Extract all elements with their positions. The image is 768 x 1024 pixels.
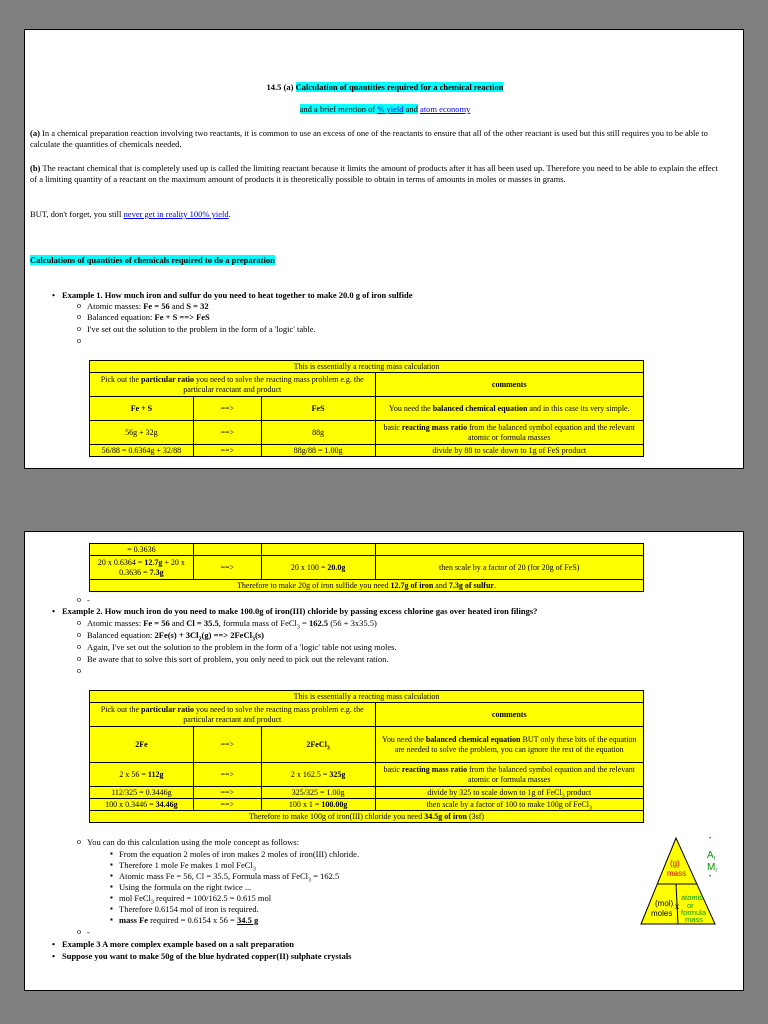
table-cell: 88g/88 = 1.00g <box>261 445 375 457</box>
table-cell: divide by 325 to scale down to 1g of FeCl$_3$ product <box>375 787 644 799</box>
table-cell: FeS <box>261 397 375 421</box>
table-cell: comments <box>375 373 644 397</box>
reacting-mass-table-1-continued <box>89 543 644 592</box>
table-cell <box>261 544 375 556</box>
reacting-mass-table-2 <box>89 690 644 823</box>
paragraph-c: BUT, don't forget, you still never get in reality 100% yield. <box>30 209 231 219</box>
table-cell: 112/325 = 0.3446g <box>90 787 194 799</box>
table-cell <box>375 544 643 556</box>
reacting-mass-table-1 <box>89 360 644 457</box>
example-1-note: o I've set out the solution to the problem in the form of a 'logic' table. <box>87 324 316 335</box>
table-footer: Therefore to make 100g of iron(III) chloride you need 34.5g of iron (3sf) <box>90 811 644 823</box>
table-cell: Pick out the particular ratio you need to solve the reacting mass problem e.g. the particular reactant and product <box>90 703 376 727</box>
triangle-ar-label: $A_r$ <box>707 850 716 862</box>
table-cell: Fe + S <box>90 397 194 421</box>
example-2-equation: o Balanced equation: $2Fe(s) + 3Cl_2(g)$ ==> 2FeCl$_3$(s) <box>87 630 264 641</box>
paragraph-b: (b) The reactant chemical that is completely used up is called the limiting reactant because it limits the amount of products after it has all been used up. Therefore you need to be able to explain the effect of a limiting quantity of a reactant on the maximum amount of products it is theoretically possible to obtain in terms of amounts in moles or masses in grams. <box>30 163 718 184</box>
example-1-title: • Example 1. How much iron and sulfur do you need to heat together to make 20.0 g of iron sulfide <box>62 290 413 301</box>
table-cell: ==> <box>193 787 261 799</box>
example-2-atomic-masses: o Atomic masses: Fe = 56 and Cl = 35.5, formula mass of FeCl$_3$ = 162.5 (56 + 3x35.5) <box>87 618 377 629</box>
example-3-title: • Example 3 A more complex example based on a salt preparation <box>62 939 294 950</box>
mole-step: ▪ From the equation 2 moles of iron makes 2 moles of iron(III) chloride. <box>119 849 359 860</box>
table-cell: 100 x 0.3446 = 34.46g <box>90 799 194 811</box>
example-1-atomic-masses: o Atomic masses: Fe = 56 and S = 32 <box>87 301 209 312</box>
table-cell: 2 x 162.5 = 325g <box>261 763 375 787</box>
mole-triangle-diagram <box>637 832 735 932</box>
triangle-formula-label: formula <box>681 908 707 917</box>
document-page-1 <box>24 29 744 469</box>
table-cell: ==> <box>193 445 261 457</box>
empty-sub-bullet: o - <box>87 595 90 606</box>
table-cell: 2Fe <box>90 727 194 763</box>
atom-economy-link[interactable]: atom economy <box>420 104 471 114</box>
mole-step-final: ▪ mass Fe required = 0.6154 x 56 = 34.5 g <box>119 915 258 926</box>
table-cell: 100 x 1 = 100.00g <box>261 799 375 811</box>
section-heading: Calculations of quantities of chemicals required to do a preparation <box>30 255 275 265</box>
table-cell <box>193 544 261 556</box>
triangle-dot: • <box>709 836 712 842</box>
page-subtitle: and a brief mention of % yield and atom economy <box>299 104 471 114</box>
empty-sub-bullet: o - <box>87 927 90 938</box>
table-cell: 325/325 = 1.00g <box>261 787 375 799</box>
table-cell: 88g <box>261 421 375 445</box>
table-cell: 20 x 0.6364 = 12.7g + 20 x 0.3636 = 7.3g <box>90 556 194 580</box>
table-cell: ==> <box>193 799 261 811</box>
table-cell: = 0.3636 <box>90 544 194 556</box>
table-footer: Therefore to make 20g of iron sulfide you need 12.7g of iron and 7.3g of sulfur. <box>90 580 644 592</box>
table-cell: comments <box>375 703 644 727</box>
table-cell: ==> <box>193 763 261 787</box>
table-header: This is essentially a reacting mass calculation <box>90 691 644 703</box>
table-cell: 56g + 32g <box>90 421 194 445</box>
mole-step: ▪ Using the formula on the right twice ... <box>119 882 251 893</box>
table-cell: You need the balanced chemical equation BUT only these bits of the equation are needed to solve the problem, you can ignore the rest of the equation <box>375 727 644 763</box>
triangle-x-label: x <box>675 902 679 911</box>
table-cell: basic reacting mass ratio from the balanced symbol equation and the relevant atomic or formula masses <box>375 763 644 787</box>
mole-step: ▪ Atomic mass Fe = 56, Cl = 35.5, Formula mass of FeCl$_3$ = 162.5 <box>119 871 339 882</box>
triangle-moles-label: moles <box>651 909 673 918</box>
table-cell: then scale by a factor of 100 to make 100g of FeCl$_3$ <box>375 799 644 811</box>
triangle-or-label: or <box>687 901 694 910</box>
example-2-note-1: o Again, I've set out the solution to the problem in the form of a 'logic' table not using moles. <box>87 642 397 653</box>
triangle-mass2-label: mass <box>685 915 703 924</box>
table-cell: 56/88 = 0.6364g + 32/88 <box>90 445 194 457</box>
paragraph-a: (a) In a chemical preparation reaction involving two reactants, it is common to use an excess of one of the reactants to ensure that all of the other reactant is used but this still requires you to be able to calculate the quantities of chemicals needed. <box>30 128 708 149</box>
example-2-title: • Example 2. How much iron do you need to make 100.0g of iron(III) chloride by passing excess chlorine gas over heated iron filings? <box>62 606 537 617</box>
table-cell: divide by 88 to scale down to 1g of FeS product <box>375 445 644 457</box>
table-cell: You need the balanced chemical equation and in this case its very simple. <box>375 397 644 421</box>
table-cell: 2 x 56 = 112g <box>90 763 194 787</box>
mole-step: ▪ Therefore 0.6154 mol of iron is required. <box>119 904 259 915</box>
page-title: 14.5 (a) Calculation of quantities required for a chemical reaction <box>266 82 504 92</box>
triangle-mr-label: $M_r$ <box>707 862 718 874</box>
table-cell: ==> <box>193 421 261 445</box>
table-cell: Pick out the particular ratio you need to solve the reacting mass problem e.g. the particular reactant and product <box>90 373 376 397</box>
mole-concept-intro: o You can do this calculation using the mole concept as follows: <box>87 837 299 848</box>
mole-step: ▪ Therefore 1 mole Fe makes 1 mol FeCl$_3$ <box>119 860 256 871</box>
table-cell: ==> <box>193 727 261 763</box>
yield-link[interactable]: % yield <box>377 104 404 114</box>
table-header: This is essentially a reacting mass calculation <box>90 361 644 373</box>
triangle-dot: • <box>709 874 712 880</box>
example-1-equation: o Balanced equation: Fe + S ==> FeS <box>87 312 210 323</box>
mole-step: ▪ mol FeCl$_3$ required = 100/162.5 = 0.615 mol <box>119 893 271 904</box>
triangle-mass-label: mass <box>667 869 687 878</box>
triangle-atomic-label: atomic <box>681 893 704 902</box>
example-4-title: • Suppose you want to make 50g of the blue hydrated copper(II) sulphate crystals <box>62 951 352 962</box>
table-cell: then scale by a factor of 20 (for 20g of FeS) <box>375 556 643 580</box>
table-cell: ==> <box>193 556 261 580</box>
table-cell: ==> <box>193 397 261 421</box>
document-page-2 <box>24 531 744 991</box>
example-2-note-2: o Be aware that to solve this sort of problem, you only need to pick out the relevant ration. <box>87 654 388 665</box>
yield-reality-link[interactable]: never get in reality 100% yield <box>123 209 229 219</box>
triangle-g-label: (g) <box>670 859 680 868</box>
table-cell: basic reacting mass ratio from the balanced symbol equation and the relevant atomic or formula masses <box>375 421 644 445</box>
table-cell: 2FeCl$_3$ <box>261 727 375 763</box>
table-cell: 20 x 100 = 20.0g <box>261 556 375 580</box>
triangle-mol-label: (mol) <box>655 899 674 908</box>
